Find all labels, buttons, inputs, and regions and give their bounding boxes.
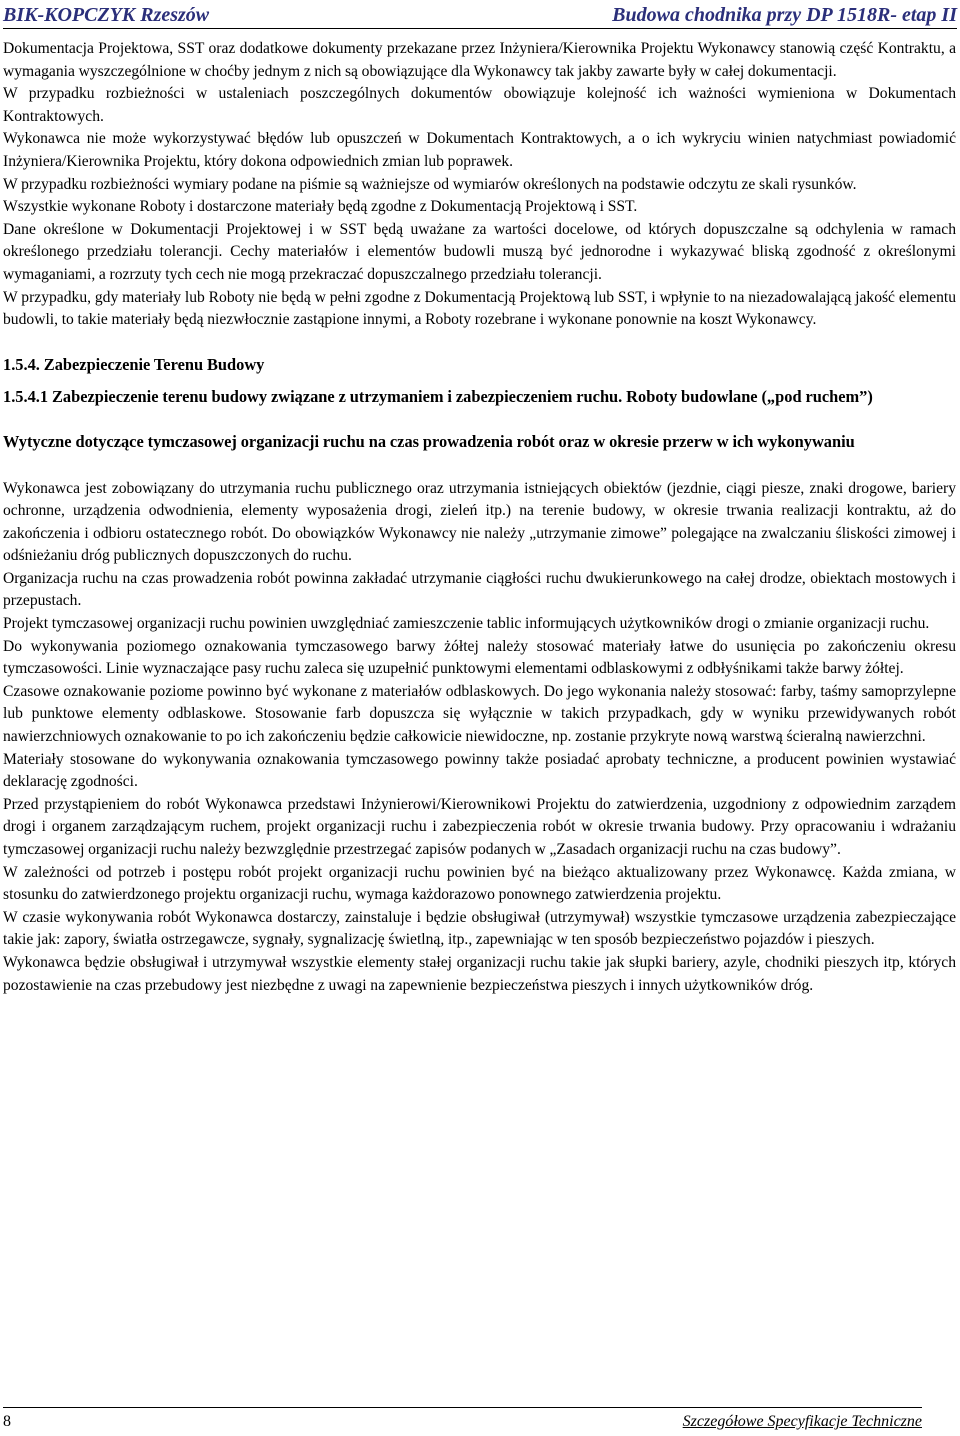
paragraph: Wszystkie wykonane Roboty i dostarczone materiały będą zgodne z Dokumentacją Projektową i SST. xyxy=(3,198,638,216)
paragraph: W przypadku rozbieżności w ustaleniach poszczególnych dokumentów obowiązuje kolejność ich ważności wymieniona w Dokumentach Kontraktowych. xyxy=(3,85,956,125)
paragraph: W przypadku rozbieżności wymiary podane na piśmie są ważniejsze od wymiarów określonych na podstawie odczytu ze skali rysunków. xyxy=(3,175,857,193)
paragraph: Organizacja ruchu na czas prowadzenia robót powinna zakładać utrzymanie ciągłości ruchu dwukierunkowego na całej drodze, obiektach mostowych i przepustach. xyxy=(3,569,956,610)
paragraph: W zależności od potrzeb i postępu robót projekt organizacji ruchu powinien być na bieżąco aktualizowany przez Wykonawcę. Każda zmiana, w stosunku do zatwierdzonego projektu organizacji ruchu, wymaga każdorazowo ponownego zatwierdzenia projektu. xyxy=(3,863,956,904)
page-header xyxy=(3,0,957,29)
header-project-title: Budowa chodnika przy DP 1518R- etap II xyxy=(612,4,957,26)
paragraph: Wykonawca będzie obsługiwał i utrzymywał wszystkie elementy stałej organizacji ruchu takie jak słupki bariery, azyle, chodniki pieszych itp, których pozostawienie na czas przebudowy jest niezbędne z uwagi na zapewnienie bezpieczeństwa pieszych i innych użytkowników dróg. xyxy=(3,953,956,994)
header-company: BIK-KOPCZYK Rzeszów xyxy=(3,4,210,26)
paragraph: Wykonawca nie może wykorzystywać błędów lub opuszczeń w Dokumentach Kontraktowych, a o ich wykryciu winien natychmiast powiadomić Inżyniera/Kierownika Projektu, który dokona odpowiednich zmian lub poprawek. xyxy=(3,130,956,170)
paragraph: Dokumentacja Projektowa, SST oraz dodatkowe dokumenty przekazane przez Inżyniera/Kierownika Projektu Wykonawcy stanowią część Kontraktu, a wymagania wyszczególnione w choćby jednym z nich są obowiązujące dla Wykonawcy tak jakby zawarte były w całej dokumentacji. xyxy=(3,40,956,80)
subsection-heading: 1.5.4.1 Zabezpieczenie terenu budowy związane z utrzymaniem i zabezpieczeniem ruchu. Roboty budowlane („pod ruchem”) xyxy=(3,387,873,407)
document-body xyxy=(3,38,956,997)
paragraph: Przed przystąpieniem do robót Wykonawca przedstawi Inżynierowi/Kierownikowi Projektu do zatwierdzenia, uzgodniony z odpowiednim zarządem drogi i organem zarządzającym ruchem, projekt organizacji ruchu i zabezpieczenia robót w okresie trwania budowy. Przy opracowaniu i wdrażaniu tymczasowej organizacji ruchu należy bezwzględnie przestrzegać zapisów podanych w „Zasadach organizacji ruchu na czas budowy”. xyxy=(3,795,956,858)
paragraph: Czasowe oznakowanie poziome powinno być wykonane z materiałów odblaskowych. Do jego wykonania należy stosować: farby, taśmy samoprzylepne lub punktowe elementy odblaskowe. Stosowanie farb dopuszcza się wyłącznie w takich przypadkach, gdy w wyniku przewidywanych robót nawierzchniowych oznakowanie to po ich zakończeniu będzie całkowicie niewidoczne, np. zostanie przykryte nową warstwą ścieralną nawierzchni. xyxy=(3,682,956,746)
paragraph: Dane określone w Dokumentacji Projektowej i w SST będą uważane za wartości docelowe, od których dopuszczalne są odchylenia w ramach określonego przedziału tolerancji. Cechy materiałów i elementów budowli muszą być jednorodne i wykazywać bliską zgodność z określonymi wymaganiami, a rozrzuty tych cech nie mogą przekraczać dopuszczalnego przedziału tolerancji. xyxy=(3,220,956,283)
footer-title: Szczegółowe Specyfikacje Techniczne xyxy=(682,1413,922,1430)
footer-divider xyxy=(3,1407,922,1408)
paragraph: Do wykonywania poziomego oznakowania tymczasowego barwy żółtej należy stosować materiały łatwe do usunięcia po zakończeniu okresu tymczasowości. Linie wyznaczające pasy ruchu zaleca się uzupełnić punktowymi elementami odblaskowymi z odbłyśnikami także barwy żółtej. xyxy=(3,637,956,678)
page-number: 8 xyxy=(3,1413,11,1430)
page-footer xyxy=(3,1412,922,1436)
paragraph: W przypadku, gdy materiały lub Roboty nie będą w pełni zgodne z Dokumentacją Projektową lub SST, i wpłynie to na niezadowalającą jakość elementu budowli, to takie materiały będą niezwłocznie zastąpione innymi, a Roboty rozebrane i wykonane ponownie na koszt Wykonawcy. xyxy=(3,288,956,329)
section-heading: 1.5.4. Zabezpieczenie Terenu Budowy xyxy=(3,354,265,374)
paragraph: W czasie wykonywania robót Wykonawca dostarczy, zainstaluje i będzie obsługiwał (utrzymywał) wszystkie tymczasowe urządzenia zabezpieczające takie jak: zapory, światła ostrzegawcze, sygnały, sygnalizację świetlną, itp., zapewniając w ten sposób bezpieczeństwo pojazdów i pieszych. xyxy=(3,908,956,949)
paragraph: Projekt tymczasowej organizacji ruchu powinien uwzględniać zamieszczenie tablic informujących użytkowników drogi o zmianie organizacji ruchu. xyxy=(3,615,930,633)
paragraph: Materiały stosowane do wykonywania oznakowania tymczasowego powinny także posiadać aprobaty techniczne, a producent powinien wystawiać deklarację zgodności. xyxy=(3,750,956,791)
paragraph: Wykonawca jest zobowiązany do utrzymania ruchu publicznego oraz utrzymania istniejących obiektów (jezdnie, ciągi piesze, znaki drogowe, bariery ochronne, urządzenia odwodnienia, elementy wyposażenia drogi, zieleń itp.) na terenie budowy, w okresie trwania realizacji kontraktu, aż do zakończenia i odbioru ostatecznego robót. Do obowiązków Wykonawcy nie należy „utrzymanie zimowe” polegające na zwalczaniu śliskości zimowej i odśnieżaniu dróg publicznych dopuszczonych do ruchu. xyxy=(3,479,956,565)
guidelines-heading: Wytyczne dotyczące tymczasowej organizacji ruchu na czas prowadzenia robót oraz w okresie przerw w ich wykonywaniu xyxy=(3,431,855,451)
